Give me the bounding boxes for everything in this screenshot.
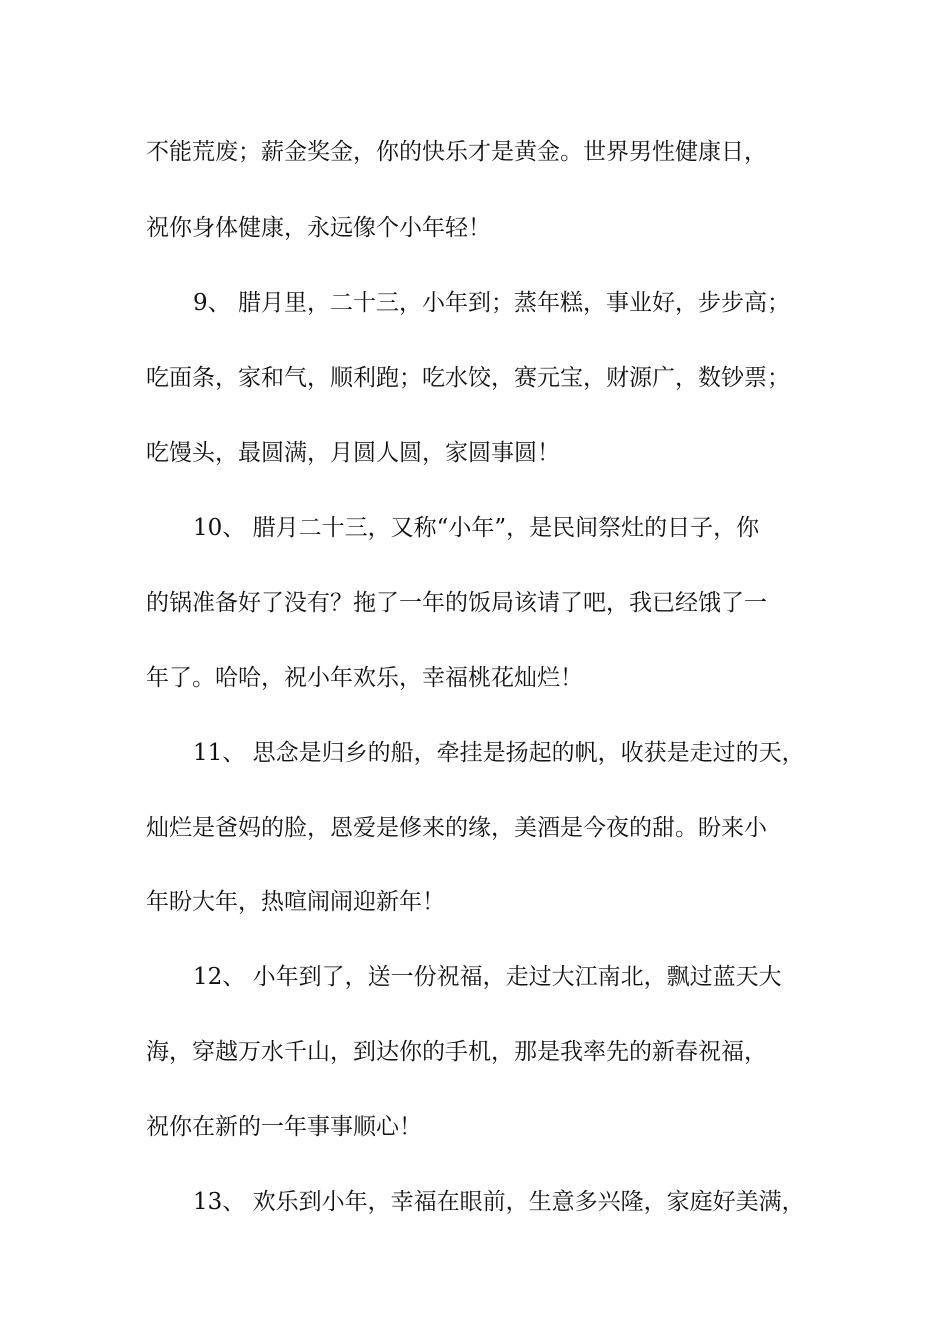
text-line: 灿烂是爸妈的脸，恩爱是修来的缘，美酒是今夜的甜。盼来小 — [146, 815, 767, 841]
text-line: 年了。哈哈，祝小年欢乐，幸福桃花灿烂！ — [146, 665, 583, 691]
text-line: 海，穿越万水千山，到达你的手机，那是我率先的新春祝福， — [146, 1039, 767, 1065]
item-12-line: 12、 小年到了，送一份祝福，走过大江南北，飘过蓝天大 — [193, 964, 782, 990]
item-9-line: 9、 腊月里，二十三，小年到；蒸年糕，事业好，步步高； — [193, 290, 790, 316]
text-line: 年盼大年，热喧闹闹迎新年！ — [146, 889, 445, 915]
text-line: 祝你在新的一年事事顺心！ — [146, 1114, 422, 1140]
text-line: 吃面条，家和气，顺利跑；吃水饺，赛元宝，财源广，数钞票； — [146, 365, 790, 391]
text-line: 吃馒头，最圆满，月圆人圆，家圆事圆！ — [146, 440, 560, 466]
text-line: 祝你身体健康，永远像个小年轻！ — [146, 215, 491, 241]
item-10-line: 10、 腊月二十三，又称“小年”，是民间祭灶的日子，你 — [193, 515, 760, 541]
item-13-line: 13、 欢乐到小年，幸福在眼前，生意多兴隆，家庭好美满， — [193, 1189, 805, 1215]
text-line: 不能荒废；薪金奖金，你的快乐才是黄金。世界男性健康日， — [146, 139, 767, 165]
text-line: 的锅准备好了没有？拖了一年的饭局该请了吧，我已经饿了一 — [146, 590, 767, 616]
item-11-line: 11、 思念是归乡的船，牵挂是扬起的帆，收获是走过的天， — [193, 740, 805, 766]
